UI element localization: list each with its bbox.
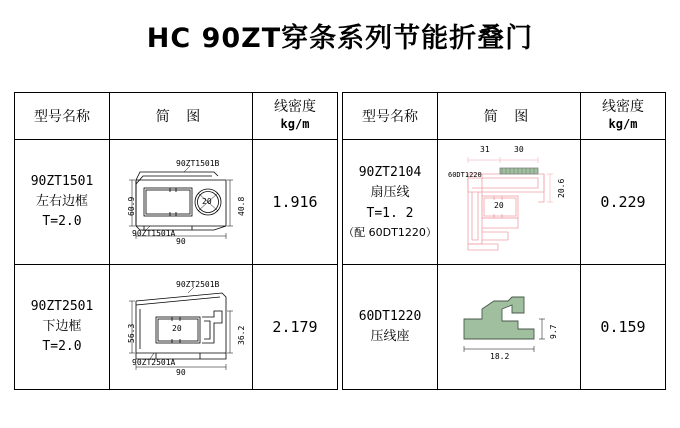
figure-cell (438, 140, 581, 265)
table-row (15, 140, 338, 265)
header-model-name: 型号名称 (343, 93, 438, 140)
figure-label: 90 (176, 237, 186, 246)
model-name-cell (15, 140, 110, 265)
header-figure: 简 图 (438, 93, 581, 140)
figure-label: 90ZT1501A (132, 229, 176, 238)
profile-svg (438, 265, 580, 389)
model-name-cell (343, 140, 438, 265)
figure-label: 56.3 (127, 323, 136, 343)
figure-label: 90ZT1501B (176, 159, 220, 168)
linear-density-value: 0.159 (581, 265, 666, 390)
figure-label: 60.9 (127, 196, 136, 216)
figure-label: 18.2 (490, 352, 510, 361)
figure-label: 40.8 (237, 196, 246, 216)
table-header-left (15, 93, 338, 140)
header-linear-density-unit: kg/m (280, 117, 310, 131)
header-linear-density-label: 线密度 (602, 98, 644, 115)
figure-label: 90ZT2501B (176, 280, 220, 289)
model-code: 60DT1220 (358, 308, 422, 324)
model-code: 90ZT1501 (30, 173, 94, 189)
figure-cell (438, 265, 581, 390)
figure-drawing-90zt2501 (110, 265, 252, 389)
header-linear-density-label: 线密度 (274, 98, 316, 115)
profile-svg (438, 140, 580, 264)
linear-density-value: 2.179 (253, 265, 338, 390)
spec-table-right (342, 92, 666, 390)
figure-label: 90 (176, 368, 186, 377)
model-thickness: T=1. 2 (366, 205, 414, 221)
header-figure: 简 图 (110, 93, 253, 140)
page-title: HC 90ZT穿条系列节能折叠门 (146, 23, 534, 54)
table-row (15, 265, 338, 390)
figure-label: 20 (494, 201, 504, 210)
header-linear-density (581, 93, 666, 140)
linear-density-value: 1.916 (253, 140, 338, 265)
model-note: （配 60DT1220） (343, 225, 437, 239)
model-code: 90ZT2501 (30, 298, 94, 314)
table-row (343, 140, 666, 265)
model-thickness: T=2.0 (42, 214, 82, 230)
table-header-row (15, 93, 338, 140)
table-header-row (343, 93, 666, 140)
linear-density-value: 0.229 (581, 140, 666, 265)
figure-label: 20 (172, 324, 182, 333)
header-linear-density (253, 93, 338, 140)
header-linear-density-unit: kg/m (608, 117, 638, 131)
figure-label: 60DT1220 (448, 171, 482, 179)
model-thickness: T=2.0 (42, 339, 82, 355)
figure-drawing-90zt2104 (438, 140, 580, 264)
figure-label: 9.7 (549, 324, 558, 339)
table-body-left (15, 140, 338, 390)
figure-label: 20 (202, 197, 212, 206)
table-row (343, 265, 666, 390)
spec-tables-container (0, 92, 680, 390)
figure-cell (110, 265, 253, 390)
model-name-cell (343, 265, 438, 390)
spec-table-left (14, 92, 338, 390)
table-header-right (343, 93, 666, 140)
header-model-name: 型号名称 (15, 93, 110, 140)
figure-label: 90ZT2501A (132, 358, 176, 367)
figure-drawing-90zt1501 (110, 140, 252, 264)
figure-cell (110, 140, 253, 265)
model-name-cell (15, 265, 110, 390)
model-desc: 左右边框 (35, 193, 88, 209)
figure-label: 36.2 (237, 325, 246, 345)
model-desc: 下边框 (42, 318, 82, 334)
figure-label: 30 (514, 145, 524, 154)
model-desc: 扇压线 (370, 185, 410, 201)
figure-drawing-60dt1220 (438, 265, 580, 389)
table-body-right (343, 140, 666, 390)
figure-label: 31 (480, 145, 490, 154)
figure-label: 20.6 (557, 178, 566, 198)
model-desc: 压线座 (370, 329, 410, 344)
model-code: 90ZT2104 (358, 165, 422, 181)
